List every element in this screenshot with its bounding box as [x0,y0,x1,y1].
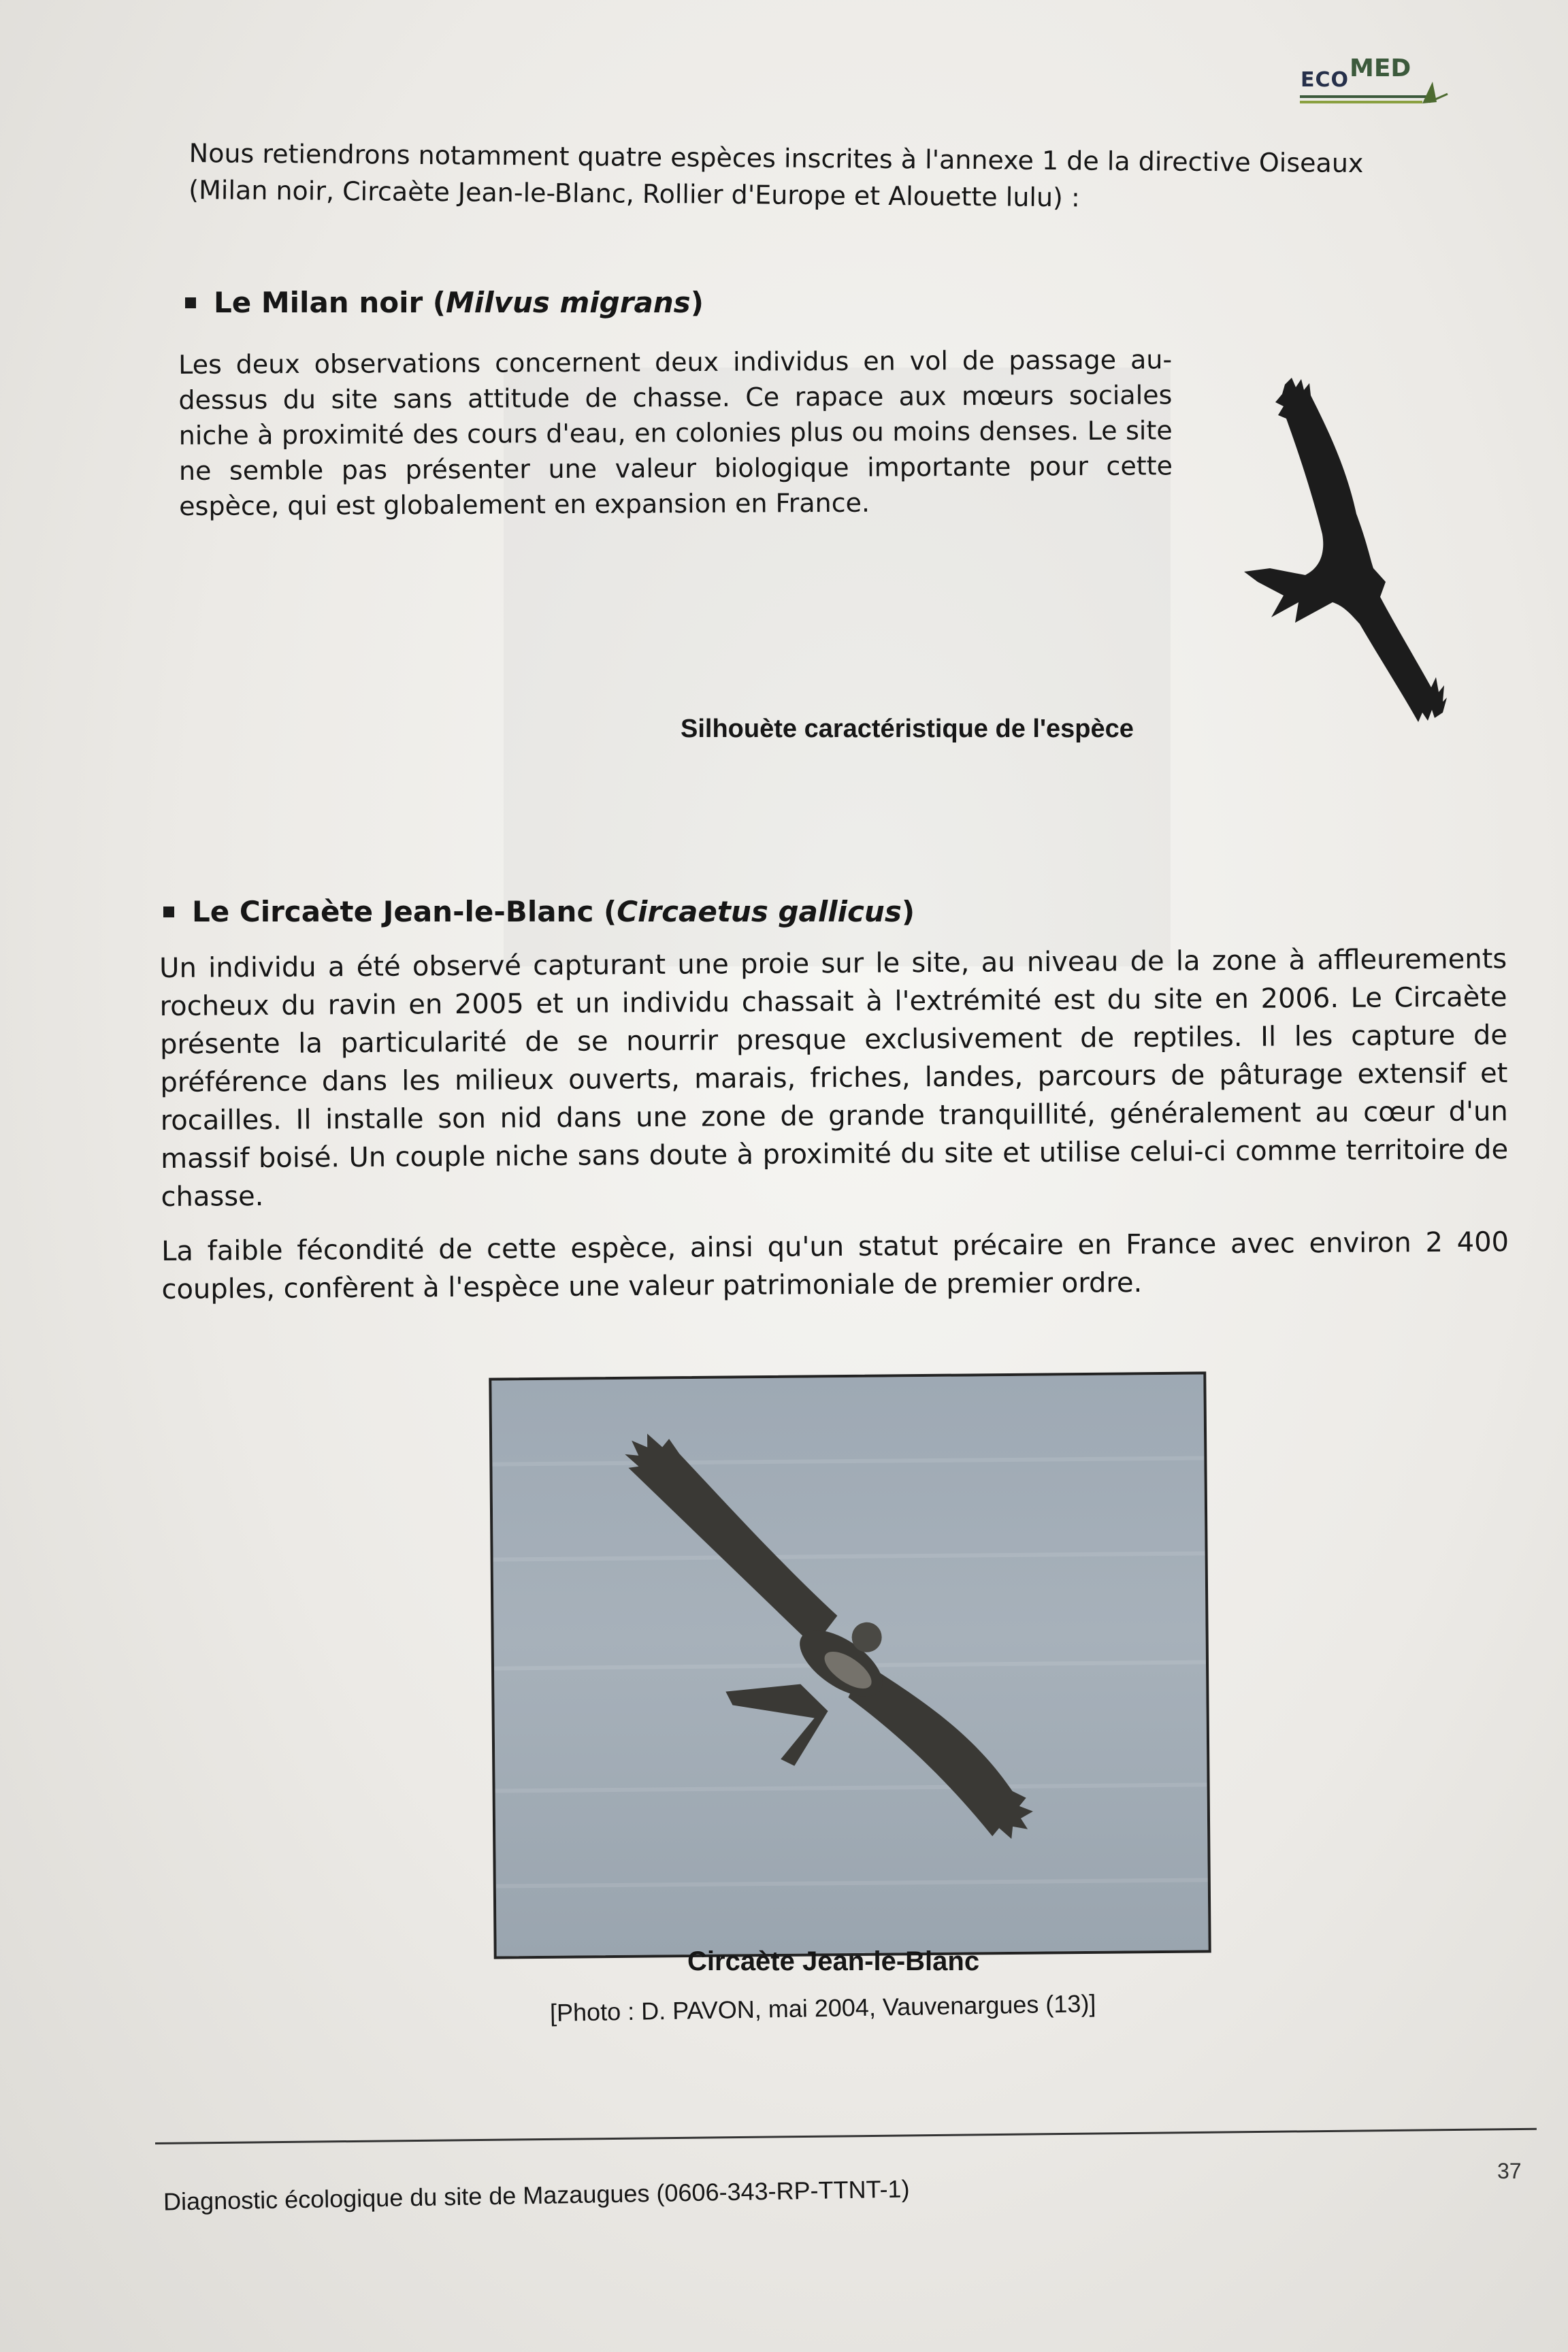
logo-text-eco: ECO [1301,68,1350,92]
milan-heading [185,286,704,319]
ecomed-logo [1296,54,1453,116]
circaete-heading-text: Le Circaète Jean-le-Blanc (Circaetus gallicus) [192,895,915,928]
page-number: 37 [1497,2159,1522,2183]
logo-text-med: MED [1350,54,1411,82]
black-kite-silhouette-icon [1230,378,1448,759]
milan-paragraph: Les deux observations concernent deux individus en vol de passage au-dessus du site sans attitude de chasse. Ce rapace aux mœurs sociales niche à proximité des cours d'eau, en colonies plus ou moins denses. Le site ne semble pas présenter une valeur biologique importante pour cette espèce, qui est globalement en expansion en France. [178,344,1173,521]
circaete-paragraph-1: Un individu a été observé capturant une proie sur le site, au niveau de la zone à affleurements rocheux du ravin en 2005 et un individu chassait à l'extrémité est du site en 2006. Le Circaète présente la particularité de se nourrir presque exclusivement de reptiles. Il les capture de préférence dans les milieux ouverts, marais, friches, landes, parcours de pâturage extensif et rocailles. Il installe son nid dans une zone de grande tranquillité, généralement au cœur d'un massif boisé. Un couple niche sans doute à proximité du site et utilise celui-ci comme territoire de chasse. [159,943,1509,1213]
intro-paragraph: Nous retiendrons notamment quatre espèces inscrites à l'annexe 1 de la directive Oiseaux (Milan noir, Circaète Jean-le-Blanc, Rollier d'Europe et Alouette lulu) : [189,137,1364,213]
milan-heading-text: Le Milan noir (Milvus migrans) [214,286,704,319]
circaete-photo [489,1371,1211,1959]
circaete-heading [163,895,915,928]
footer-divider [155,2128,1537,2144]
silhouette-caption: Silhouète caractéristique de l'espèce [681,715,1134,743]
milan-latin-name: Milvus migrans [446,286,691,319]
photo-credit: [Photo : D. PAVON, mai 2004, Vauvenargues (13)] [549,1989,1096,2027]
circaete-latin-name: Circaetus gallicus [617,895,902,928]
circaete-paragraph-2: La faible fécondité de cette espèce, ainsi qu'un statut précaire en France avec environ 2 400 couples, confèrent à l'espèce une valeur patrimoniale de premier ordre. [161,1226,1509,1305]
bullet-square-icon [163,906,174,917]
circaete-body [159,940,1509,1325]
bullet-square-icon [185,297,196,308]
short-toed-eagle-in-flight-image [491,1374,1208,1956]
footer-document-title: Diagnostic écologique du site de Mazaugues (0606-343-RP-TTNT-1) [163,2174,910,2216]
photo-caption: Circaète Jean-le-Blanc [687,1946,980,1976]
